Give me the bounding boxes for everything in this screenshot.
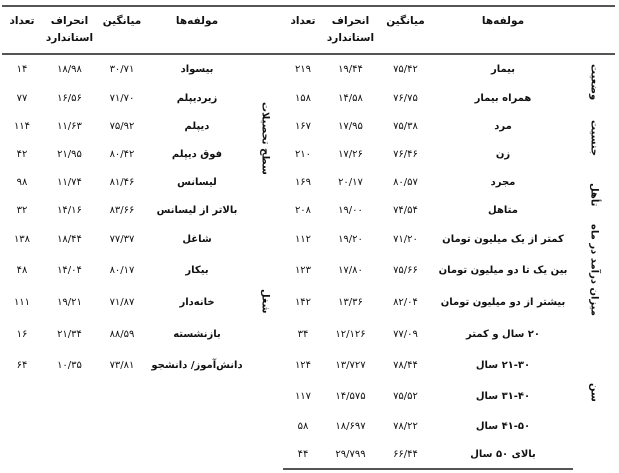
mean-cell: ۷۵/۳۸ [393, 120, 418, 132]
group-label-text: میزان درآمد در ماه [588, 224, 600, 316]
component-cell: ۲۱-۳۰ سال [475, 359, 531, 371]
count-cell: ۴۸ [16, 264, 28, 276]
table-row [2, 112, 615, 140]
count-cell: ۷۷ [16, 92, 28, 104]
empty-cell [2, 381, 283, 469]
header-mean: میانگین [97, 6, 147, 54]
sd-cell: ۱۷/۸۰ [338, 264, 363, 276]
component-cell: مرد [494, 120, 512, 132]
count-cell: ۱۳۸ [13, 233, 31, 245]
component-cell: لیسانس [177, 176, 217, 188]
component-cell: خانه‌دار [179, 296, 215, 308]
right-group-label [573, 112, 615, 168]
header-sd-line1: انحراف [50, 15, 89, 27]
sd-cell: ۱۲/۱۲۶ [335, 328, 366, 340]
component-cell: زن [495, 148, 511, 160]
count-cell: ۱۵۸ [294, 92, 312, 104]
sd-cell: ۱۴/۵۷۵ [335, 391, 366, 403]
count-cell: ۱۴۲ [294, 296, 312, 308]
count-cell: ۱۴ [16, 64, 28, 75]
header-component: مولفه‌ها [147, 6, 247, 54]
header-group [247, 6, 283, 54]
sd-cell: ۱۹/۲۱ [57, 296, 82, 308]
header-sd-line2: استاندارد [45, 32, 94, 44]
group-label-text: وضعیت [588, 63, 600, 101]
mean-cell: ۷۸/۲۲ [393, 421, 418, 433]
sd-cell: ۱۸/۶۹۷ [335, 421, 366, 433]
header-group [573, 6, 615, 54]
component-cell: بیمار [490, 64, 516, 75]
table-row [2, 255, 615, 286]
count-cell: ۱۱۱ [13, 296, 31, 308]
sd-cell: ۱۴/۰۴ [57, 264, 82, 276]
mean-cell: ۷۷/۳۷ [109, 233, 135, 245]
mean-cell: ۷۵/۶۶ [393, 264, 418, 276]
table-row [2, 54, 615, 84]
table-row [2, 286, 615, 319]
count-cell: ۹۸ [16, 176, 28, 188]
group-label-text: شغل [259, 288, 271, 314]
sd-cell: ۱۶/۵۶ [57, 92, 82, 104]
statistics-table-container [2, 5, 615, 470]
count-cell: ۱۱۲ [294, 233, 312, 245]
header-component: مولفه‌ها [433, 6, 573, 54]
mean-cell: ۸۱/۴۶ [109, 176, 135, 188]
left-group-label [247, 54, 283, 224]
right-group-label [573, 224, 615, 319]
component-cell: ۳۱-۴۰ سال [475, 391, 531, 403]
mean-cell: ۷۴/۵۴ [393, 204, 418, 216]
component-cell: بالای ۵۰ سال [433, 441, 573, 469]
sd-cell: ۱۳/۳۶ [338, 296, 363, 308]
count-cell: ۱۶ [16, 328, 28, 340]
group-label-text: سطح تحصیلات [259, 101, 271, 175]
count-cell: ۲۱۹ [294, 64, 312, 75]
sd-cell: ۱۴/۱۶ [57, 204, 82, 216]
sd-cell: ۱۷/۹۵ [338, 120, 363, 132]
count-cell: ۶۴ [16, 359, 28, 371]
mean-cell: ۷۵/۵۲ [393, 391, 418, 403]
mean-cell: ۸۲/۰۴ [393, 296, 418, 308]
sd-cell: ۱۱/۶۳ [57, 120, 82, 132]
component-cell: ۴۱-۵۰ سال [475, 421, 531, 433]
component-cell: فوق دیپلم [171, 148, 223, 160]
table-row [2, 168, 615, 196]
count-cell: ۵۸ [297, 421, 309, 433]
mean-cell: ۷۵/۴۲ [393, 64, 418, 75]
component-cell: همراه بیمار [474, 92, 532, 104]
header-sd-line2: استاندارد [326, 32, 375, 44]
group-label-text: تأهل [588, 182, 600, 207]
count-cell: ۲۱۰ [294, 148, 312, 160]
header-count: تعداد [2, 6, 42, 54]
component-cell: بازنشسته [173, 328, 221, 340]
right-group-label [573, 319, 615, 469]
count-cell: ۲۰۸ [294, 204, 312, 216]
sd-cell: ۱۳/۷۲۷ [335, 359, 366, 371]
count-cell: ۱۱۷ [294, 391, 312, 403]
sd-cell: ۱۹/۴۴ [338, 64, 363, 75]
component-cell: شاغل [182, 233, 212, 245]
component-cell: بالاتر از لیسانس [156, 204, 238, 216]
mean-cell: ۷۱/۷۰ [109, 92, 135, 104]
right-group-label [573, 168, 615, 224]
component-cell: دیپلم [184, 120, 210, 132]
header-row [2, 6, 615, 54]
mean-cell: ۸۰/۵۷ [393, 176, 418, 188]
table-row [2, 84, 615, 112]
count-cell: ۳۲ [16, 204, 28, 216]
mean-cell: ۷۷/۰۹ [393, 328, 418, 340]
component-cell: ۲۰ سال و کمتر [466, 328, 540, 340]
sd-cell: ۱۹/۲۰ [338, 233, 363, 245]
header-mean: میانگین [378, 6, 433, 54]
mean-cell: ۸۰/۱۷ [109, 264, 135, 276]
component-cell: کمتر از یک میلیون تومان [442, 233, 564, 245]
component-cell: بیکار [185, 264, 209, 276]
mean-cell: ۷۸/۴۴ [393, 359, 418, 371]
mean-cell: ۸۳/۶۶ [109, 204, 135, 216]
mean-cell: ۷۱/۲۰ [393, 233, 418, 245]
component-cell: متاهل [488, 204, 518, 216]
header-count: تعداد [283, 6, 323, 54]
mean-cell: ۸۸/۵۹ [109, 328, 135, 340]
statistics-table [2, 5, 615, 470]
count-cell: ۱۲۳ [294, 264, 312, 276]
count-cell: ۳۴ [297, 328, 309, 340]
sd-cell: ۲۰/۱۷ [338, 176, 363, 188]
table-row [2, 140, 615, 168]
sd-cell: ۲۱/۳۴ [57, 328, 82, 340]
mean-cell: ۷۶/۴۶ [393, 148, 418, 160]
header-sd [323, 6, 378, 54]
sd-cell: ۱۰/۳۵ [57, 359, 82, 371]
table-row [2, 350, 615, 381]
header-sd [42, 6, 97, 54]
count-cell: ۱۲۴ [294, 359, 312, 371]
group-label-text: جنسیت [588, 120, 600, 157]
sd-cell: ۱۸/۹۸ [57, 64, 82, 75]
sd-cell: ۲۱/۹۵ [57, 148, 82, 160]
count-cell: ۱۶۹ [294, 176, 312, 188]
mean-cell: ۸۰/۴۲ [109, 148, 135, 160]
table-row [2, 381, 615, 413]
component-cell: بیشتر از دو میلیون تومان [440, 296, 566, 308]
sd-cell: ۲۹/۷۹۹ [323, 441, 378, 469]
component-cell: بین یک تا دو میلیون تومان [438, 264, 568, 276]
mean-cell: ۶۶/۴۴ [378, 441, 433, 469]
mean-cell: ۷۱/۸۷ [109, 296, 135, 308]
component-cell: مجرد [490, 176, 516, 188]
component-cell: زیردیپلم [176, 92, 218, 104]
group-label-text: سن [588, 383, 600, 402]
table-row [2, 224, 615, 255]
left-group-label [247, 224, 283, 381]
sd-cell: ۱۱/۷۴ [57, 176, 82, 188]
sd-cell: ۱۴/۵۸ [338, 92, 363, 104]
component-cell: دانش‌آموز/ دانشجو [151, 359, 243, 371]
count-cell: ۴۴ [283, 441, 323, 469]
table-row [2, 319, 615, 350]
count-cell: ۱۶۷ [294, 120, 312, 132]
component-cell: بیسواد [180, 64, 214, 75]
mean-cell: ۷۶/۷۵ [393, 92, 418, 104]
sd-cell: ۱۸/۴۴ [57, 233, 82, 245]
sd-cell: ۱۷/۲۶ [338, 148, 363, 160]
sd-cell: ۱۹/۰۰ [338, 204, 363, 216]
mean-cell: ۷۵/۹۲ [109, 120, 135, 132]
mean-cell: ۳۰/۷۱ [109, 64, 135, 75]
header-sd-line1: انحراف [331, 15, 370, 27]
mean-cell: ۷۳/۸۱ [109, 359, 135, 371]
right-group-label [573, 54, 615, 112]
count-cell: ۱۱۴ [13, 120, 31, 132]
table-row [2, 196, 615, 224]
count-cell: ۴۲ [16, 148, 28, 160]
